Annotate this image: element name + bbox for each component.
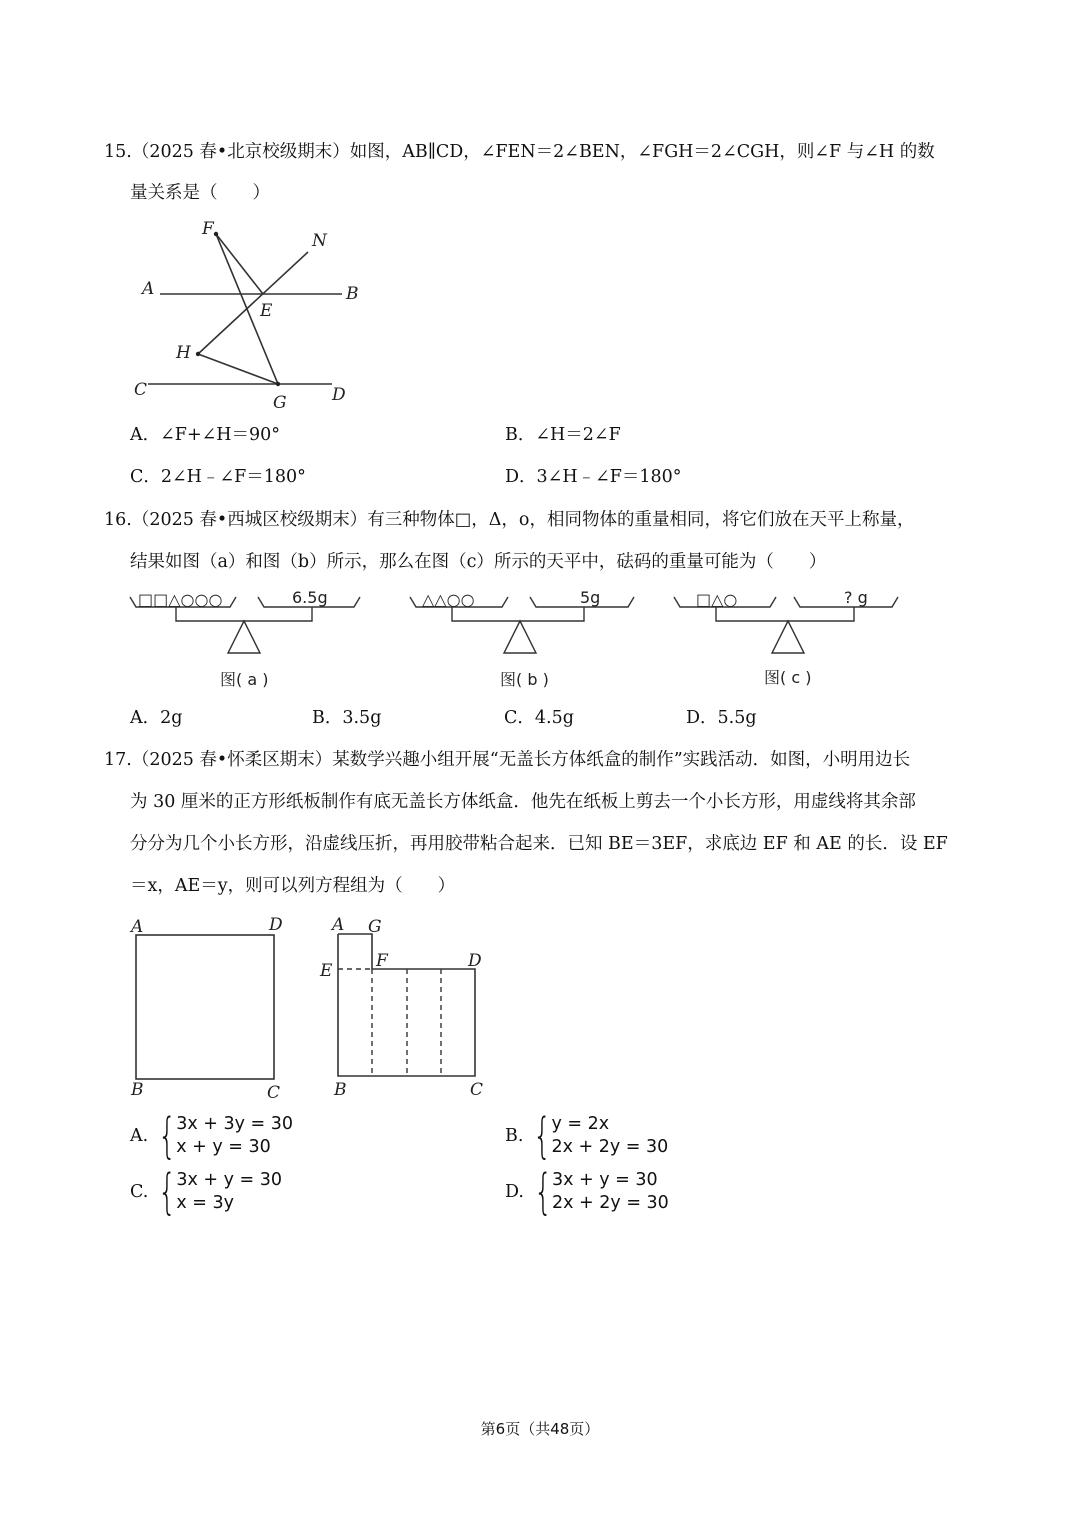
q16-option-d: D．5.5g bbox=[686, 708, 757, 728]
q15-option-c: C．2∠H﹣∠F＝180° bbox=[130, 467, 306, 487]
q15-stem-line1: 15.（2025 春•北京校级期末）如图，AB∥CD，∠FEN＝2∠BEN，∠FGH＝2∠CGH，则∠F 与∠H 的数 bbox=[104, 142, 935, 162]
brace-icon: { bbox=[158, 1164, 177, 1220]
q15-option-a: A．∠F+∠H＝90° bbox=[130, 425, 281, 445]
q17-option-a-eq2: x + y = 30 bbox=[176, 1137, 271, 1157]
fig15-label-C: C bbox=[134, 380, 148, 400]
q16-option-a: A．2g bbox=[130, 708, 183, 728]
fig17b-label-B: B bbox=[334, 1080, 347, 1100]
q16-option-b: B．3.5g bbox=[312, 708, 382, 728]
q17-option-d bbox=[505, 1164, 669, 1220]
fig15-label-D: D bbox=[332, 385, 346, 405]
balance-b-left-items: △△○○ bbox=[422, 590, 475, 609]
q17-option-b-eq2: 2x + 2y = 30 bbox=[551, 1137, 669, 1157]
q17-option-c-eq1: 3x + y = 30 bbox=[176, 1170, 283, 1190]
balance-b-caption: 图( b ) bbox=[500, 670, 549, 689]
fig15-label-E: E bbox=[260, 301, 273, 321]
q17-option-a-eq1: 3x + 3y = 30 bbox=[176, 1114, 294, 1134]
q17-option-c-eq2: x = 3y bbox=[176, 1193, 234, 1213]
q17-option-a bbox=[130, 1108, 294, 1164]
fig15-label-G: G bbox=[273, 393, 287, 413]
q15-option-d: D．3∠H﹣∠F＝180° bbox=[505, 467, 682, 487]
q17-option-c bbox=[130, 1164, 283, 1220]
q17-figure-net bbox=[318, 912, 498, 1102]
balance-a-left-items: □□△○○○ bbox=[138, 590, 223, 609]
fig17a-label-B: B bbox=[131, 1080, 144, 1100]
q15-option-b: B．∠H＝2∠F bbox=[505, 425, 621, 445]
q17-option-d-eq1: 3x + y = 30 bbox=[551, 1170, 658, 1190]
q16-option-c: C．4.5g bbox=[504, 708, 574, 728]
balance-a-caption: 图( a ) bbox=[220, 670, 269, 689]
fig15-label-B: B bbox=[346, 284, 359, 304]
fig17b-label-A: A bbox=[332, 915, 345, 935]
q17-option-b-eq1: y = 2x bbox=[551, 1114, 610, 1134]
page-footer: 第6页（共48页） bbox=[480, 1420, 600, 1438]
fig17a-label-A: A bbox=[131, 917, 144, 937]
q17-figure-square bbox=[125, 912, 295, 1102]
q17-option-d-label: D. bbox=[505, 1182, 524, 1202]
fig15-label-A: A bbox=[142, 279, 155, 299]
q16-stem-line1: 16.（2025 春•西城区校级期末）有三种物体□，Δ，o，相同物体的重量相同，将它们放在天平上称量， bbox=[104, 510, 915, 530]
fig17b-label-C: C bbox=[470, 1080, 484, 1100]
balance-a bbox=[128, 583, 368, 693]
brace-icon: { bbox=[158, 1108, 177, 1164]
q17-option-b-label: B. bbox=[505, 1126, 524, 1146]
q17-stem-line2: 为 30 厘米的正方形纸板制作有底无盖长方体纸盒．他先在纸板上剪去一个小长方形，用虚线将其余部 bbox=[130, 792, 916, 812]
fig17b-label-E: E bbox=[320, 961, 333, 981]
fig15-label-N: N bbox=[312, 231, 327, 251]
q17-option-d-eq2: 2x + 2y = 30 bbox=[551, 1193, 669, 1213]
balance-c-weight: ? g bbox=[844, 588, 868, 607]
fig15-label-F: F bbox=[202, 219, 214, 239]
balance-a-weight: 6.5g bbox=[292, 588, 328, 607]
fig17a-label-C: C bbox=[267, 1083, 281, 1102]
q16-stem-line2: 结果如图（a）和图（b）所示，那么在图（c）所示的天平中，砝码的重量可能为（ ） bbox=[130, 552, 827, 572]
q17-stem-line1: 17.（2025 春•怀柔区期末）某数学兴趣小组开展“无盖长方体纸盒的制作”实践活动．如图，小明用边长 bbox=[104, 750, 911, 770]
q17-option-c-label: C. bbox=[130, 1182, 149, 1202]
fig15-label-H: H bbox=[176, 343, 191, 363]
fig17b-label-F: F bbox=[376, 951, 388, 971]
q15-figure bbox=[130, 212, 380, 417]
fig17a-label-D: D bbox=[269, 915, 283, 935]
q17-stem-line4: ＝x，AE＝y，则可以列方程组为（ ） bbox=[130, 876, 456, 896]
q17-option-a-label: A. bbox=[130, 1126, 149, 1146]
brace-icon: { bbox=[533, 1164, 553, 1220]
balance-c-left-items: □△○ bbox=[696, 590, 738, 609]
fig17b-label-D: D bbox=[468, 951, 482, 971]
balance-c-caption: 图( c ) bbox=[764, 668, 812, 687]
balance-b bbox=[408, 583, 648, 693]
q17-stem-line3: 分分为几个小长方形，沿虚线压折，再用胶带粘合起来．已知 BE＝3EF，求底边 EF 和 AE 的长．设 EF bbox=[130, 834, 948, 854]
balance-c bbox=[672, 583, 912, 693]
fig17b-label-G: G bbox=[368, 917, 382, 937]
q17-option-b bbox=[505, 1108, 669, 1164]
q15-stem-line2: 量关系是（ ） bbox=[130, 183, 270, 203]
balance-b-weight: 5g bbox=[580, 588, 601, 607]
brace-icon: { bbox=[533, 1108, 552, 1164]
